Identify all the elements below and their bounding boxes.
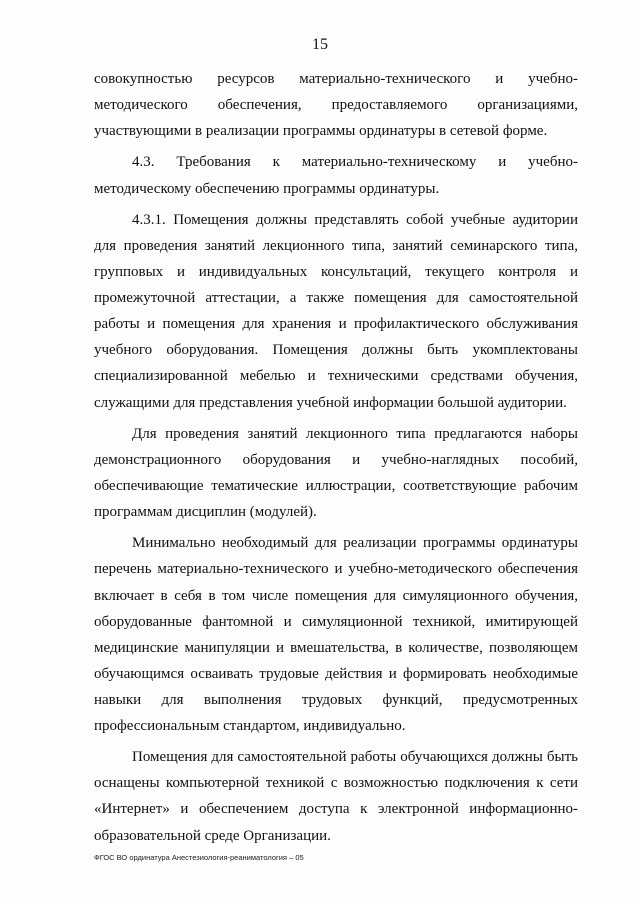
paragraph-continuation: совокупностью ресурсов материально-технического и учебно-методического обеспечения, предоставляемого организациями, участвующими в реализации программы ординатуры в сетевой форме. xyxy=(94,71,578,140)
paragraph-4-3-1: 4.3.1. Помещения должны представлять собой учебные аудитории для проведения занятий лекционного типа, занятий семинарского типа, групповых и индивидуальных консультаций, текущего контроля и промежуточной аттестации, а также помещения для самостоятельной работы и помещения для хранения и профилактического обслуживания учебного оборудования. Помещения должны быть укомплектованы специализированной мебелью и техническими средствами обучения, служащими для представления учебной информации большой аудитории. xyxy=(94,211,578,411)
document-body xyxy=(94,66,578,854)
page-number: 15 xyxy=(312,36,328,53)
paragraph-self-study-rooms: Помещения для самостоятельной работы обучающихся должны быть оснащены компьютерной техникой с возможностью подключения к сети «Интернет» и обеспечением доступа к электронной информационно-образовательной среде Организации. xyxy=(94,749,578,844)
paragraph-lecture-equipment: Для проведения занятий лекционного типа предлагаются наборы демонстрационного оборудования и учебно-наглядных пособий, обеспечивающие тематические иллюстрации, соответствующие рабочим программам дисциплин (модулей). xyxy=(94,425,578,521)
paragraph-simulation-training: Минимально необходимый для реализации программы ординатуры перечень материально-технического и учебно-методического обеспечения включает в себя в том числе помещения для симуляционного обучения, оборудованные фантомной и симуляционной техникой, имитирующей медицинские манипуляции и вмешательства, в количестве, позволяющем обучающимся осваивать трудовые действия и формировать необходимые навыки для выполнения трудовых функций, предусмотренных профессиональным стандартом, индивидуально. xyxy=(94,535,578,734)
footer-text: ФГОС ВО ординатура Анестезиология-реаниматология – 05 xyxy=(94,853,304,862)
section-heading-4-3: 4.3. Требования к материально-техническому и учебно-методическому обеспечению программы ординатуры. xyxy=(94,154,578,197)
